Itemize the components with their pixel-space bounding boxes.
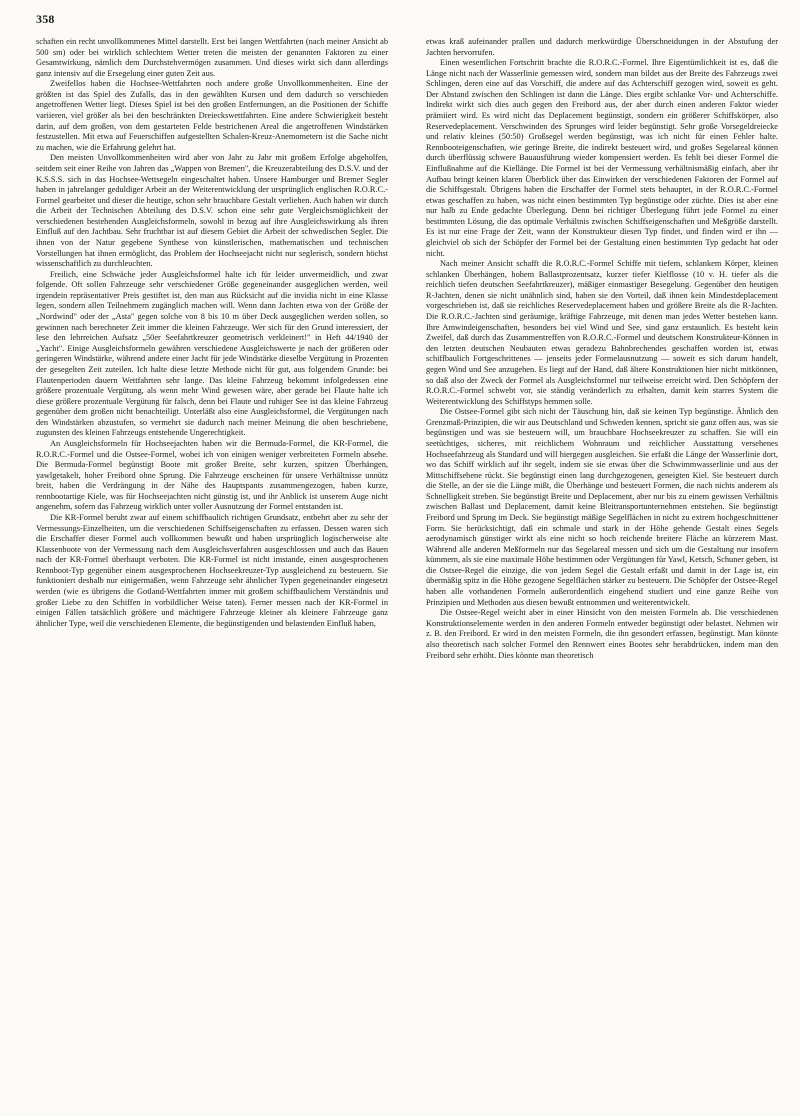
paragraph: Zweifellos haben die Hochsee-Wettfahrten noch andere große Unvollkommenheiten. Eine der größten ist das Spiel des Zufalls, das in den gewählten Kursen und dem dadurch so verschieden angetroffenen Wetter liegt. Dieses Spiel ist bei den großen Entfernungen, an die Positionen der Schiffe variieren, viel größer als bei den beschränkten Dreieckswettfahrten. Eine andere Schwierigkeit besteht darin, auf dem großen, von dem gestarteten Felde bestrichenen Areal die angetroffenen Windstärken festzustellen. Mit etwa auf Feuerschiffen aufgestellten Schalen-Kreuz-Anemometern ist die Sache nicht zu machen, wie die Erfahrung gelehrt hat. — [36, 79, 388, 152]
paragraph: Die KR-Formel beruht zwar auf einem schiffbaulich richtigen Grundsatz, entbehrt aber zu sehr der Vermessungs-Einzelheiten, um die verschiedenen Schiffseigenschaften zu erfassen. Dessen waren sich die Erschaffer dieser Formel auch vollkommen bewußt und haben ursprünglich logischerweise alte Klassenboote von der Vermessung nach dem Ausgleichsverfahren ausgeschlossen und auch das Bauen nach der KR-Formel überhaupt verboten. Die KR-Formel ist nicht imstande, einen ausgesprochenen Rennboot-Typ gegenüber einem ausgesprochenen Hochseekreuzer-Typ ausgleichend zu besteuern. Sie funktioniert deshalb nur einigermaßen, wenn Fahrzeuge sehr ähnlicher Typen gegeneinander eingesetzt werden (wie es übrigens die Gotland-Wettfahrten immer mit großem schiffbaulichem Verständnis und großer Liebe zu den Schiffen in vorbildlicher Weise taten). Ferner messen nach der KR-Formel in einigen Fällen tatsächlich größere und mächtigere Fahrzeuge kleiner als kleinere Fahrzeuge ganz ähnlicher Type, weil die verschiedenen Elemente, die begünstigenden und belastenden Einfluß haben, — [36, 513, 388, 628]
paragraph: schaften ein recht unvollkommenes Mittel darstellt. Erst bei langen Wettfahrten (nach meiner Ansicht ab 500 sm) oder bei wirklich schlechtem Wetter treten die meisten der genannten Faktoren zu einer Gesamtwirkung, nämlich dem Durchstehvermögen zusammen. Und dieses wirkt sich dann allerdings ganz intensiv auf die Ersegelung einer guten Zeit aus. — [36, 37, 388, 78]
page-number: 358 — [36, 12, 55, 26]
paragraph: Nach meiner Ansicht schafft die R.O.R.C.-Formel Schiffe mit tiefem, schlankem Körper, kleinen schlanken Überhängen, hohem Ballastprozentsatz, kurzer tiefer Kielflosse (10 v. H. tiefer als die reichlich tiefen deutschen Seefahrtkreuzer), mäßiger einmastiger Besegelung. Gegenüber den heutigen R-Jachten, denen sie nicht unähnlich sind, haben sie den Vorteil, daß ihnen kein Mindestdeplacement vorgeschrieben ist, daß sie reichliches Reservedeplacement haben und größere Breite als die R-Jachten. Die R.O.R.C.-Jachten sind geräumige, kräftige Fahrzeuge, mit denen man jedes Wetter bestehen kann. Ihre Amwindeigenschaften, besonders bei viel Wind und See, sind ganz erstaunlich. Es besteht kein Zweifel, daß durch das Zusammentreffen von R.O.R.C.-Formel und deutschem Konstrukteur-Können in den letzten deutschen Neubauten etwas geradezu Bahnbrechendes geschaffen worden ist, etwas schiffbaulich Fortgeschrittenes — jenseits jeder Formelausnutzung — soweit es sich darum handelt, gegen Wind und See anzugehen. Es liegt auf der Hand, daß ältere Konstruktionen hier nicht mitkönnen, so daß also der Zweck der Formel als Ausgleichsformel nur teilweise erreicht wird. Den Schöpfern der R.O.R.C.-Formel schwebt vor, sie ständig veränderlich zu erhalten, damit kein starres System die Weiterentwicklung des Schiffstyps hemmen solle. — [426, 259, 778, 406]
paragraph: Den meisten Unvollkommenheiten wird aber von Jahr zu Jahr mit großem Erfolge abgeholfen, seitdem seit einer Reihe von Jahren das „Wappen von Bremen", die Kreuzerabteilung des D.S.V. und der K.S.S.S. sich in das Hochsee-Wettsegeln eingeschaltet haben. Unsere Hamburger und Bremer Segler haben in jahrelanger geduldiger Arbeit an der Weiterentwicklung der ursprünglich englischen R.O.R.C.-Formel gearbeitet und dieser die heutige, schon sehr brauchbare Gestalt verliehen. Auch haben wir durch die Arbeit der Technischen Abteilung des D.S.V. schon eine sehr gute Vergleichsmöglichkeit der verschiedenen bestehenden Ausgleichsformeln, sowohl in bezug auf ihre Ausgleichswirkung als ihren Einfluß auf den Jachtbau. Sehr fruchtbar ist auf diesem Gebiet die Arbeit der schwedischen Segler. Die ihnen von der Natur gegebene Synthese von künstlerischen, mathematischen und technischen Vorstellungen hat ihnen ermöglicht, das Problem der Hochseejacht nicht nur seglerisch, sondern höchst wissenschaftlich zu durchleuchten. — [36, 153, 388, 269]
paragraph: An Ausgleichsformeln für Hochseejachten haben wir die Bermuda-Formel, die KR-Formel, die R.O.R.C.-Formel und die Ostsee-Formel, wobei ich von einigen weniger verbreiteten Formeln absehe. Die Bermuda-Formel begünstigt Boote mit großer Breite, sehr kurzen, spitzen Überhängen, yawlgetakelt, hoher Freibord ohne Sprung. Die Fahrzeuge erscheinen für unsere Verhältnisse unnütz breit, haben die Verdrängung in der Nähe des Hauptspants zusammengezogen, haben kurze, rennbootartige Kiele, was für Hochseejachten nicht günstig ist, und ihr Anblick ist unserem Auge nicht angenehm, sofern das Fahrzeug wirklich unter voller Ausnutzung der Formel entstanden ist. — [36, 438, 388, 512]
paragraph: etwas kraß aufeinander prallen und dadurch merkwürdige Überschneidungen in der Abstufung der Jachten hervorrufen. — [426, 37, 778, 57]
left-column — [36, 37, 388, 1107]
right-column — [426, 37, 778, 1107]
paragraph: Freilich, eine Schwäche jeder Ausgleichsformel halte ich für leider unvermeidlich, und zwar folgende. Oft sollen Fahrzeuge sehr verschiedener Größe gegeneinander ausgeglichen werden, weil irgendein repräsentativer Preis gestiftet ist, den man aus Rücksicht auf die invidia nicht in eine Klasse legen, sondern allen Teilnehmern zugänglich machen will. Wenn dann Jachten etwa von der Größe der „Nordwind" oder der „Asta" gegen solche von 8 bis 10 m über Deck ausgeglichen werden sollen, so gewinnen nach berechneter Zeit immer die kleinen Fahrzeuge. Wer sich für den Grund interessiert, der lese den lehrreichen Aufsatz „50er Seefahrtkreuzer geometrisch verkleinert!" in Heft 44/1940 der „Yacht". Einige Ausgleichsformeln gewähren verschiedene Ausgleichswerte je nach der größeren oder geringeren Windstärke, während andere einer Jacht für jede Windstärke dieselbe Vergütung in Prozenten der gesegelten Zeit zuteilen. Ich halte diese letzte Methode nicht für gut, aus folgendem Grunde: bei Flautenperioden dauern Wettfahrten sehr lange. Das kleine Fahrzeug bekommt infolgedessen eine größere prozentuale Vergütung, als wenn mehr Wind gewesen wäre, aber gerade bei Flaute halte ich diese größere prozentuale Vergütung für falsch, denn bei Flaute und ruhiger See ist das kleine Fahrzeug gegenüber dem großen nicht benachteiligt. Unterläßt also eine Ausgleichsformel, die Vergütungen nach den Windstärken abzustufen, so vermehrt sie dadurch nach meiner Meinung die oben beschriebene, zugunsten des kleinen Fahrzeugs entstehende Ungerechtigkeit. — [36, 269, 388, 438]
paragraph: Einen wesentlichen Fortschritt brachte die R.O.R.C.-Formel. Ihre Eigentümlichkeit ist es, daß die Länge nicht nach der Wasserlinie gemessen wird, sondern man bildet aus der Breite des Fahrzeugs zwei Schlingen, deren eine auf das Vorschiff, die andere auf das Achterschiff gezogen wird, soweit es geht. Der Abstand zwischen den Schlingen ist dann die Länge. Dies ergibt schlanke Vor- und Achterschiffe. Indirekt wirkt sich dies auch gegen den Freibord aus, der aber durch einen anderen Faktor wieder prämiiert wird. Es wird nicht das Deplacement begünstigt, sondern ein größerer Schiffskörper, also Reservedeplacement. Verschwinden des Sprunges wird leider begünstigt. Sehr große Vorsegeldreiecke und relativ kleines (50:50) Großsegel werden begünstigt, was ich nicht für einen Fehler halte. Rennbooteigenschaften, wie geringe Breite, die indirekt besteuert wird, und großes Segelareal können durch überflüssig schwere Bauausführung wieder kompensiert werden. Es fehlt bei dieser Formel die Einflußnahme auf die Kiellänge. Die Formel ist bei der Vermessung verhältnismäßig einfach, aber ihr Aufbau bringt keinen klaren Überblick über das Einwirken der verschiedenen Faktoren der Formel auf die Schiffsgestalt. Übrigens haben die Erschaffer der Formel stets behauptet, in der R.O.R.C.-Formel etwas geschaffen zu haben, was nicht einen bestimmten Typ begünstige oder züchte. Dies ist aber eine nur halb zu Ende gedachte Überlegung. Denn bei richtiger Überlegung führt jede Formel zu einer bestimmten Lösung, die das optimale Verhältnis zwischen Schiffseigenschaften und Meßgröße darstellt. Es ist nur eine Frage der Zeit, wann der Konstrukteur diesen Typ findet, und finden wird er ihn — gleichviel ob sich der Schöpfer der Formel bei der Gestaltung einen bestimmten Typ gedacht hat oder nicht. — [426, 58, 778, 258]
paragraph: Die Ostsee-Regel weicht aber in einer Hinsicht von den meisten Formeln ab. Die verschiedenen Konstruktionselemente werden in den anderen Formeln entweder begünstigt oder belastet. Nehmen wir z. B. den Freibord. Er wird in den meisten Formeln, die ihn gesondert erfassen, begünstigt. Man könnte also theoretisch nach solcher Formel den Rennwert eines Bootes sehr herabdrücken, indem man den Freibord sehr erhöht. Dies könnte man theoretisch — [426, 608, 778, 660]
paragraph: Die Ostsee-Formel gibt sich nicht der Täuschung hin, daß sie keinen Typ begünstige. Ähnlich den Grenzmaß-Prinzipien, die wir aus Deutschland und Schweden kennen, spricht sie ganz offen aus, was sie begünstigen und was sie besteuern will, um brauchbare Hochseekreuzer zu schaffen. Sie will ein seetüchtiges, sicheres, mit reichlichem Wohnraum und reichlicher Ausstattung versehenes Hochseefahrzeug als Standard und will hiergegen ausgleichen. Sie erfaßt die Länge der Wasserlinie dort, wo das Schiff wirklich auf ihr segelt, indem sie sie etwas über die Schwimmwasserlinie und aus der Mittschiffsebene rückt. Sie begünstigt einen lang durchgezogenen, geneigten Kiel. Sie besteuert durch die Stelle, an der sie die Länge mißt, die Überhänge und besteuert Formen, die nach nichts anderem als Schnelligkeit streben. Sie begünstigt Breite und Deplacement, aber nur bis zu einem gewissen Verhältnis zwischen Ballast und Deplacement, damit keine Bleitransportunternehmen entstehen. Sie begünstigt Freibord und Sprung im Deck. Sie begünstigt mäßige Segelflächen in nicht zu extrem hochgeschnittener Form. Sie berücksichtigt, daß ein schmale und stark in der Höhe gehende Gestalt eines Segels aerodynamisch günstiger wirkt als eine nicht so hoch reichende breitere Fläche an kürzerem Mast. Während alle anderen Meßformeln nur das Segelareal messen und sich um die Gestaltung nur insofern kümmern, als sie eine maximale Höhe bestimmen oder Vergütungen für Yawl, Ketsch, Schuner geben, ist die Ostsee-Regel die einzige, die von jedem Segel die Gestalt erfaßt und damit in der Lage ist, ein übermäßig spitz in die Höhe gezogene Segelflächen stärker zu besteuern. Die Schöpfer der Ostsee-Regel haben alle vorhandenen Formeln außerordentlich eingehend studiert und eine ganze Reihe von Prinzipien und Methoden aus diesen bewußt entnommen und weiterentwickelt. — [426, 407, 778, 607]
